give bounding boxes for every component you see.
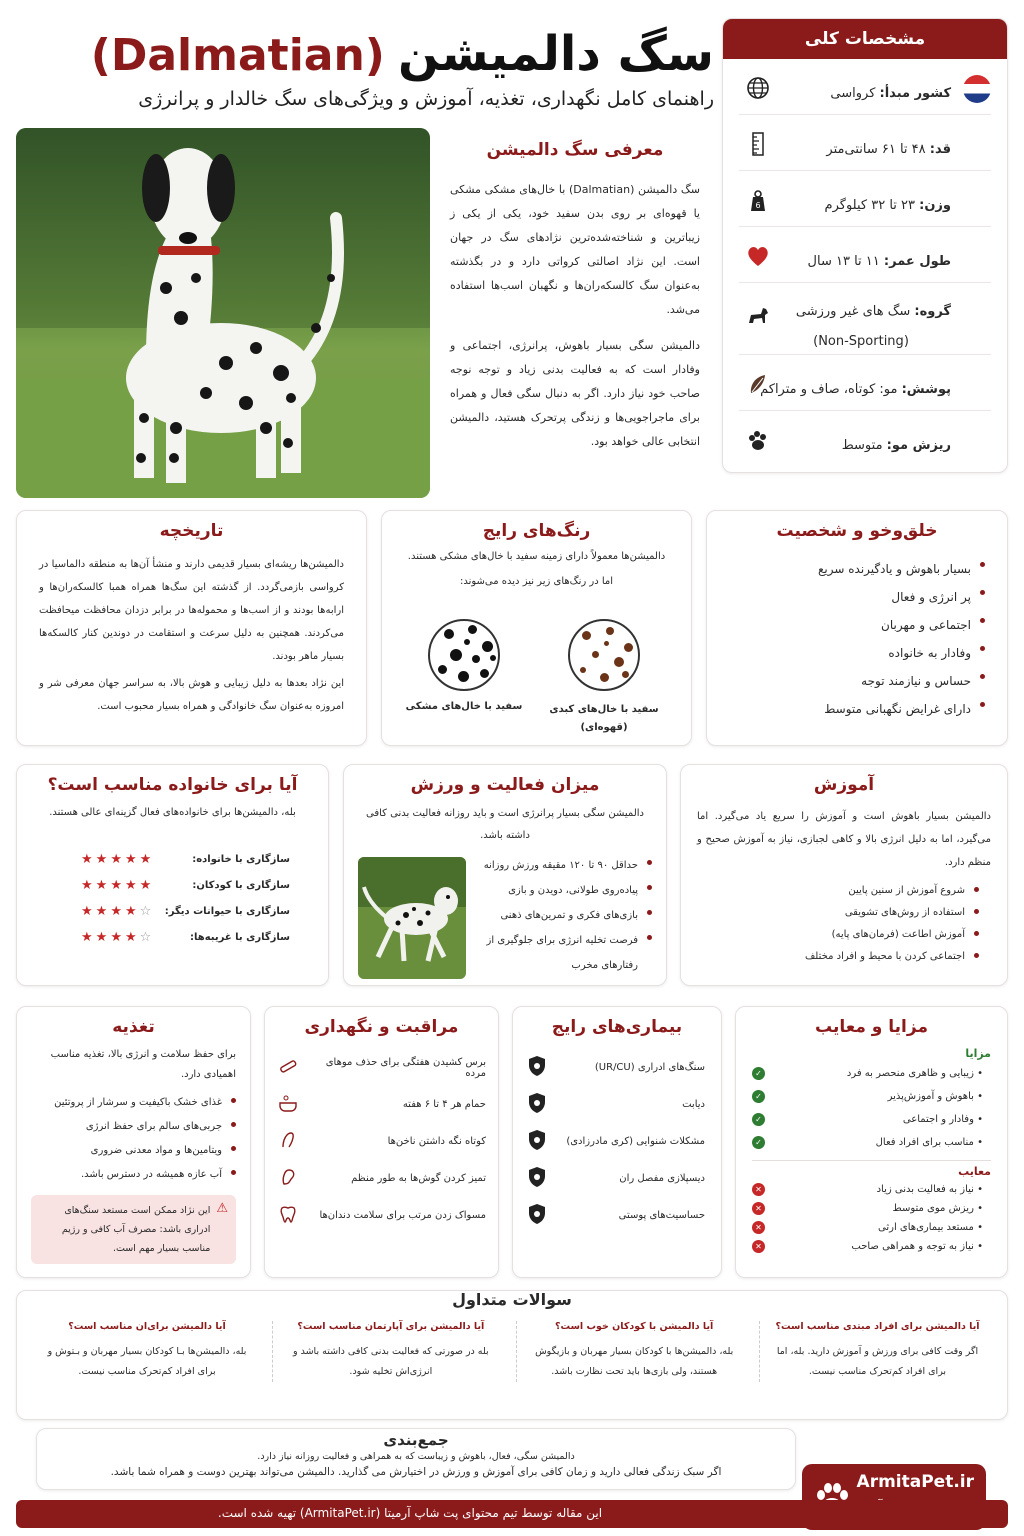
pros-cons-text: • وفادار و اجتماعی: [902, 1114, 983, 1125]
faq-answer: اگر وقت کافی برای ورزش و آموزش دارید. بله، اما برای افراد کم‌تحرک مناسب نیست.: [776, 1346, 979, 1377]
disease-text: مشکلات شنوایی (کری مادرزادی): [566, 1136, 705, 1147]
cross-icon: ✕: [752, 1202, 765, 1215]
cons-list: [752, 1180, 991, 1256]
personality-list: [729, 555, 985, 723]
star-icon: ★: [124, 851, 140, 867]
colors-card: [381, 510, 692, 746]
faq-question: آیا دالمیشن برای آپارتمان مناسب است؟: [297, 1321, 485, 1332]
star-icon: ★: [81, 851, 96, 867]
star-rating: [81, 852, 154, 867]
spec-text: [751, 191, 951, 221]
care-item: [277, 1123, 486, 1160]
faq-question: آیا دالمیشن با کودکان خوب است؟: [555, 1321, 714, 1332]
specs-list: [723, 59, 1007, 467]
intro-paragraph-1: سگ دالمیشن (Dalmatian) با خال‌های مشکی مشکی یا قهوه‌ای بر روی بدن سفید خود، یکی از یکی ز زیباترین و شناخته‌شده‌ترین نژادهای سگ در جهان است. این نژاد اصالتی کرواتی دارد و در بگذشته به‌عنوان سگ کالسکه‌ران‌ها و نگهبان اسب‌ها استفاده می‌شد.: [450, 183, 700, 316]
training-list: [697, 880, 991, 968]
intro-paragraph-2: دالمیشن سگی بسیار باهوش، پرانرژی، اجتماعی و وفادار است که به فعالیت بدنی زیاد و توجه نوجه صاحب خود نیاز دارد. اگر به دنبال سگی فعال و همراه برای ماجراجویی‌ها و زندگی پرتحرک هستید، دالمیشن انتخابی عالی خواهد بود.: [450, 339, 700, 448]
star-icon: ★: [139, 851, 155, 867]
spec-row: [739, 411, 991, 467]
shield-icon: [527, 1092, 547, 1117]
summary-line-1: دالمیشن سگی، فعال، باهوش و زیباست که به همراهی و فعالیت روزانه نیاز دارد.: [257, 1451, 575, 1462]
coat-spot: [472, 655, 480, 663]
coat-spot: [464, 639, 470, 645]
star-icon: ★: [110, 851, 125, 867]
activity-card: [343, 764, 667, 986]
colors-line-2: اما در رنگ‌های زیر نیز دیده می‌شوند:: [459, 576, 614, 587]
faq-question: آیا دالمیشن برای افراد مبتدی مناسب است؟: [775, 1321, 980, 1332]
coat-spot: [480, 669, 489, 678]
cross-icon: ✕: [752, 1183, 765, 1196]
faq-item: [272, 1321, 508, 1382]
spec-text: [751, 247, 951, 277]
pros-cons-text: • ریزش موی متوسط: [892, 1203, 983, 1214]
dalmatian-photo: [16, 128, 430, 498]
pros-cons-item: [752, 1062, 991, 1085]
shield-icon: [527, 1129, 547, 1154]
spec-label: ریزش مو:: [886, 438, 951, 453]
pros-cons-item: [752, 1218, 991, 1237]
care-text: حمام هر ۴ تا ۶ هفته: [402, 1099, 486, 1110]
pros-cons-item: [752, 1108, 991, 1131]
coat-spot: [624, 643, 633, 652]
page-title-en: (Dalmatian): [90, 30, 385, 81]
training-item: آموزش اطاعت (فرمان‌های پایه): [697, 924, 979, 946]
spec-label: کشور مبدأ:: [879, 86, 951, 101]
summary-title: جمع‌بندی: [383, 1431, 449, 1449]
personality-item: وفادار به خانواده: [729, 639, 985, 667]
croatia-flag-icon: [963, 75, 991, 103]
nutrition-paragraph: برای حفظ سلامت و انرژی بالا، تغذیه مناسب اهمیادی دارد.: [50, 1049, 236, 1080]
spec-value: کرواسی: [830, 86, 880, 101]
star-rating: [81, 904, 154, 919]
faq-list: [29, 1321, 995, 1382]
spec-text: [751, 431, 951, 461]
spec-row: [739, 171, 991, 227]
page-subtitle: راهنمای کامل نگهداری، تغذیه، آموزش و ویژگی‌های سگ خالدار و پرانرژی: [138, 88, 714, 110]
spec-text: [751, 375, 951, 405]
care-item: [277, 1049, 486, 1086]
summary-line-2: اگر سبک زندگی فعالی دارید و زمان کافی برای آموزش و ورزش در اختیارش می‌ گذارید. دالمیشن می‌تواند بهترین دوست و همراه شما باشد.: [110, 1466, 722, 1478]
family-card: [16, 764, 329, 986]
shield-icon: [527, 1203, 547, 1228]
disease-item: [525, 1197, 709, 1234]
pros-cons-item: [752, 1199, 991, 1218]
disease-text: دیسپلازی مفصل ران: [619, 1173, 705, 1184]
faq-item: [516, 1321, 752, 1382]
rating-row: [35, 872, 310, 898]
activity-item: فرصت تخلیه انرژی برای جلوگیری از رفتارهای مخرب: [472, 928, 652, 978]
cross-icon: ✕: [752, 1221, 765, 1234]
spec-value-2: (Non-Sporting): [813, 334, 909, 349]
black-swatch: [428, 619, 500, 691]
globe-icon: [745, 75, 771, 101]
faq-title: سوالات متداول: [452, 1290, 572, 1309]
spec-row: [739, 355, 991, 411]
disease-item: [525, 1049, 709, 1086]
weight-icon: [745, 187, 771, 213]
pros-cons-text: • مستعد بیماری‌های ارثی: [878, 1222, 983, 1233]
black-label: سفید با خال‌های مشکی: [405, 701, 523, 712]
star-icon: ★: [139, 877, 155, 893]
care-item: [277, 1197, 486, 1234]
care-text: برس کشیدن هفتگی برای حذف موهای مرده: [325, 1056, 486, 1079]
colors-line-1: دالمیشن‌ها معمولاً دارای زمینه سفید با خال‌های مشکی هستند.: [407, 551, 666, 562]
star-rating: [81, 878, 154, 893]
activity-list: [472, 853, 652, 978]
spec-label: طول عمر:: [883, 254, 951, 269]
pros-cons-item: [752, 1131, 991, 1154]
rating-row: [35, 898, 310, 924]
activity-paragraph: دالمیشن سگی بسیار پرانرژی است و باید روزانه فعالیت بدنی کافی داشته باشد.: [366, 808, 644, 841]
intro-section: [450, 140, 700, 500]
star-icon: ☆: [139, 903, 155, 919]
feather-icon: [745, 371, 771, 397]
pros-cons-text: • نیاز به توجه و همراهی صاحب: [851, 1241, 983, 1252]
personality-item: حساس و نیازمند توجه: [729, 667, 985, 695]
heart-icon: [745, 243, 771, 269]
activity-item: پیاده‌روی طولانی، دویدن و بازی: [472, 878, 652, 903]
coat-spot: [444, 629, 454, 639]
activity-title: میزان فعالیت و ورزش: [410, 775, 600, 795]
history-card: [16, 510, 367, 746]
check-icon: ✓: [752, 1067, 765, 1080]
training-paragraph: دالمیشن بسیار باهوش است و آموزش را سریع یاد می‌گیرد. اما می‌گیرد، اما به دلیل انرژی بالا و کاهی لجبازی، نیاز به آموزش صحیح و منظم دارد.: [697, 811, 991, 868]
spec-row: [739, 283, 991, 355]
coat-spot: [582, 631, 591, 640]
ear-icon: [277, 1166, 299, 1191]
spec-row: [739, 227, 991, 283]
coat-spot: [592, 651, 599, 658]
tooth-icon: [277, 1203, 299, 1228]
care-card: [264, 1006, 499, 1278]
history-paragraph-2: این نژاد بعدها به دلیل زیبایی و هوش بالا، به سراسر جهان معرفی شر و امروزه به‌عنوان سگ خانوادگی و همراه بسیار محبوب است.: [39, 678, 344, 712]
rating-label: سازگاری با خانواده:: [192, 853, 290, 865]
training-item: شروع آموزش از سنین پایین: [697, 880, 979, 902]
training-card: [680, 764, 1008, 986]
pros-cons-item: [752, 1237, 991, 1256]
care-text: کوتاه نگه داشتن ناخن‌ها: [387, 1136, 486, 1147]
specs-card: [722, 18, 1008, 473]
faq-answer: بله در صورتی که فعالیت بدنی کافی داشته باشد و انرژی‌اش تخلیه شود.: [293, 1346, 489, 1377]
activity-item: حداقل ۹۰ تا ۱۲۰ مقیقه ورزش روزانه: [472, 853, 652, 878]
rating-label: سازگاری با غریبه‌ها:: [190, 931, 290, 943]
nutrition-warning-text: این نژاد ممکن است مستعد سنگ‌های ادراری باشد: مصرف آب کافی و رژیم مناسب بسیار مهم است.: [61, 1205, 211, 1254]
diseases-title: بیماری‌های رایج: [551, 1017, 683, 1037]
personality-item: دارای غرایض نگهبانی متوسط: [729, 695, 985, 723]
personality-item: بسیار باهوش و یادگیرنده سریع: [729, 555, 985, 583]
star-icon: ★: [95, 903, 111, 919]
spec-label: گروه:: [914, 304, 951, 319]
pros-cons-text: • زیبایی و ظاهری منحصر به فرد: [846, 1068, 983, 1079]
coat-spot: [450, 649, 462, 661]
pros-list: [752, 1062, 991, 1154]
care-item: [277, 1160, 486, 1197]
disease-item: [525, 1086, 709, 1123]
liver-label-line2: (قهوه‌ای): [580, 722, 628, 733]
cons-heading: معایب: [958, 1165, 991, 1178]
nutrition-list: [31, 1091, 236, 1187]
coat-spot: [622, 671, 629, 678]
pros-heading: مزایا: [965, 1047, 991, 1060]
star-rating: [81, 930, 154, 945]
disease-item: [525, 1160, 709, 1197]
spec-value: سگ های غیر ورزشی: [795, 304, 915, 319]
ruler-icon: [745, 131, 771, 157]
liver-label-line1: سفید با خال‌های کبدی: [549, 704, 659, 715]
coat-spot: [614, 657, 624, 667]
family-paragraph: بله، دالمیشن‌ها برای خانواده‌های فعال گزینه‌ای عالی هستند.: [49, 807, 296, 818]
spec-text: [751, 135, 951, 165]
faq-card: [16, 1290, 1008, 1420]
rating-row: [35, 846, 310, 872]
rating-label: سازگاری با حیوانات دیگر:: [164, 905, 290, 917]
nutrition-title: تغذیه: [112, 1017, 155, 1037]
pros-cons-card: [735, 1006, 1008, 1278]
nutrition-item: ویتامین‌ها و مواد معدنی ضروری: [31, 1139, 236, 1163]
care-list: [277, 1049, 486, 1234]
care-title: مراقبت و نگهداری: [304, 1017, 459, 1037]
brush-icon: [277, 1055, 299, 1080]
spec-row: [739, 115, 991, 171]
faq-item: [29, 1321, 265, 1382]
liver-swatch: [568, 619, 640, 691]
personality-title: خلق‌وخو و شخصیت: [776, 521, 938, 541]
intro-title: معرفی سگ دالمیشن: [486, 140, 664, 160]
star-icon: ★: [81, 903, 96, 919]
diseases-list: [525, 1049, 709, 1234]
spec-label: پوشش:: [901, 382, 951, 397]
diseases-card: [512, 1006, 722, 1278]
coat-spot: [438, 665, 447, 674]
star-icon: ★: [124, 877, 140, 893]
family-ratings: [35, 846, 310, 950]
nutrition-item: آب عازه همیشه در دسترس باشد.: [31, 1163, 236, 1187]
nutrition-warning: [31, 1195, 236, 1264]
family-title: آیا برای خانواده مناسب است؟: [47, 775, 298, 795]
running-dog-image: [358, 857, 466, 979]
spec-value: ۱۱ تا ۱۳ سال: [807, 254, 884, 269]
rating-row: [35, 924, 310, 950]
nutrition-item: غذای خشک باکیفیت و سرشار از پروتئین: [31, 1091, 236, 1115]
spec-text: [751, 79, 951, 109]
star-icon: ★: [95, 851, 111, 867]
pros-cons-title: مزایا و معایب: [815, 1017, 928, 1037]
page-header: [14, 18, 714, 128]
svg-text:6: 6: [755, 201, 761, 210]
paw-icon: [745, 427, 771, 453]
pros-cons-text: • مناسب برای افراد فعال: [875, 1137, 983, 1148]
spec-label: وزن:: [919, 198, 951, 213]
coat-spot: [468, 625, 477, 634]
coat-spot: [606, 627, 614, 635]
coat-spot: [482, 641, 493, 652]
training-item: اجتماعی کردن با محیط و افراد مختلف: [697, 946, 979, 968]
colors-title: رنگ‌های رایج: [482, 521, 591, 541]
pros-cons-text: • باهوش و آموزش‌پذیر: [887, 1091, 983, 1102]
page-title: سگ دالمیشن: [398, 26, 714, 82]
disease-text: حساسیت‌های پوستی: [618, 1210, 705, 1221]
disease-text: سنگ‌های ادراری (UR/CU): [594, 1062, 705, 1073]
warning-icon: ⚠: [216, 1201, 228, 1216]
coat-spot: [490, 655, 496, 661]
star-icon: ★: [81, 929, 96, 945]
star-icon: ★: [95, 929, 111, 945]
brand-name: ArmitaPet.ir: [856, 1472, 974, 1492]
nutrition-item: جربی‌های سالم برای حفظ انرژی: [31, 1115, 236, 1139]
personality-item: اجتماعی و مهربان: [729, 611, 985, 639]
coat-spot: [580, 667, 586, 673]
star-icon: ★: [110, 929, 125, 945]
faq-item: [759, 1321, 995, 1382]
cross-icon: ✕: [752, 1240, 765, 1253]
bath-icon: [277, 1092, 299, 1117]
check-icon: ✓: [752, 1136, 765, 1149]
spec-value: ۲۳ تا ۳۲ کیلوگرم: [824, 198, 920, 213]
spec-value: متوسط: [841, 438, 887, 453]
check-icon: ✓: [752, 1090, 765, 1103]
faq-answer: بله، دالمیشن‌ها با کودکان بسیار مهربان و بازیگوش هستند، ولی بازی‌ها باید تحت نظارت باشد.: [535, 1346, 734, 1377]
faq-question: آیا دالمیشن برای‌ان مناسب است؟: [68, 1321, 226, 1332]
pros-cons-item: [752, 1180, 991, 1199]
star-icon: ★: [124, 929, 140, 945]
pros-cons-text: • نیاز به فعالیت بدنی زیاد: [876, 1184, 983, 1195]
coat-spot: [600, 673, 609, 682]
care-text: مسواک زدن مرتب برای سلامت دندان‌ها: [319, 1210, 486, 1221]
pros-cons-item: [752, 1085, 991, 1108]
dog-icon: [745, 301, 771, 327]
shield-icon: [527, 1166, 547, 1191]
nutrition-card: [16, 1006, 251, 1278]
history-title: تاریخچه: [159, 521, 224, 541]
disease-item: [525, 1123, 709, 1160]
summary-card: [36, 1428, 796, 1490]
star-icon: ★: [81, 877, 96, 893]
history-paragraph-1: دالمیشن‌ها ریشه‌ای بسیار قدیمی دارند و منشأ آن‌ها به منطقه دالماسیا در کرواسی بازمی‌گردد. از گذشته این سگ‌ها همراه همبا کالسکه‌ران‌ها و ارابه‌ها بودند و از اسب‌ها و محموله‌ها در برابر دزدان محافظت میحافظت می‌کردند. همچنین به دلیل سرعت و استقامت در دوندین کنار کالسکه‌ها بسیار ماهر بودند.: [39, 559, 344, 662]
spec-value: ۴۸ تا ۶۱ سانتی‌متر: [826, 142, 930, 157]
spec-text: [751, 297, 951, 357]
footer-text: این مقاله توسط تیم محتوای پت شاپ آرمیتا (ArmitaPet.ir) تهیه شده است.: [217, 1506, 603, 1520]
spec-label: قد:: [929, 142, 951, 157]
nail-icon: [277, 1129, 299, 1154]
training-title: آموزش: [813, 775, 875, 795]
spec-row: [739, 59, 991, 115]
rating-label: سازگاری با کودکان:: [192, 879, 290, 891]
disease-text: دیابت: [682, 1099, 705, 1110]
faq-answer: بله، دالمیشن‌ها بـا کودکان بسیار مهربان و بـتوش و برای افراد کم‌تحرک مناسب نیست.: [47, 1346, 247, 1377]
star-icon: ☆: [139, 929, 155, 945]
coat-spot: [604, 641, 609, 646]
training-item: استفاده از روش‌های تشویقی: [697, 902, 979, 924]
specs-title: مشخصات کلی: [723, 19, 1007, 59]
care-text: تمیز کردن گوش‌ها به طور منظم: [351, 1173, 486, 1184]
star-icon: ★: [110, 877, 125, 893]
star-icon: ★: [110, 903, 125, 919]
personality-item: پر انرژی و فعال: [729, 583, 985, 611]
spec-value: مو: کوتاه، صاف و متراکم: [760, 382, 902, 397]
coat-spot: [458, 671, 469, 682]
activity-item: بازی‌های فکری و تمرین‌های ذهنی: [472, 903, 652, 928]
care-item: [277, 1086, 486, 1123]
star-icon: ★: [95, 877, 111, 893]
shield-icon: [527, 1055, 547, 1080]
star-icon: ★: [124, 903, 140, 919]
check-icon: ✓: [752, 1113, 765, 1126]
liver-label: [542, 701, 666, 737]
personality-card: [706, 510, 1008, 746]
